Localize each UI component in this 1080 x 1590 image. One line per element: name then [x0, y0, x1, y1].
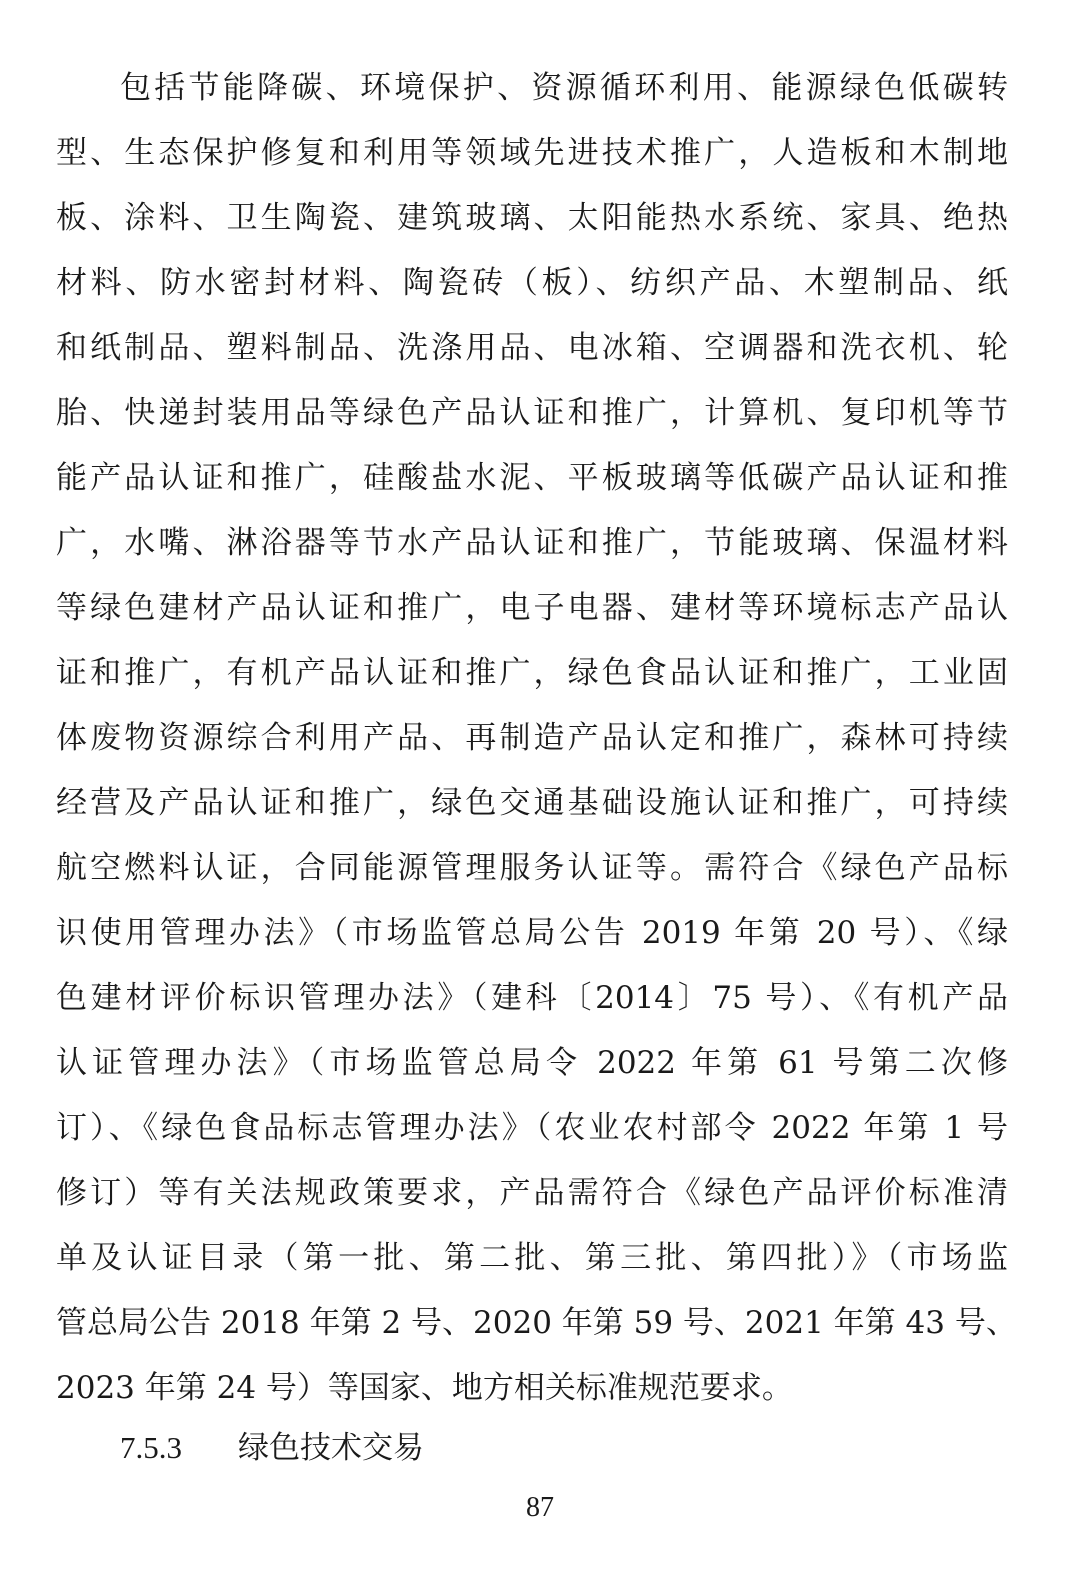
body-text-line-9: 等绿色建材产品认证和推广，电子电器、建材等环境标志产品认 [56, 590, 1008, 626]
body-text-line-3: 板、涂料、卫生陶瓷、建筑玻璃、太阳能热水系统、家具、绝热 [56, 200, 1008, 236]
body-text-line-8: 广，水嘴、淋浴器等节水产品认证和推广，节能玻璃、保温材料 [56, 525, 1008, 561]
body-text-line-17: 订）、《绿色食品标志管理办法》（农业农村部令 2022 年第 1 号 [56, 1110, 1008, 1146]
body-text-line-11: 体废物资源综合利用产品、再制造产品认定和推广，森林可持续 [56, 720, 1008, 756]
body-text-line-16: 认证管理办法》（市场监管总局令 2022 年第 61 号第二次修 [56, 1045, 1008, 1081]
body-text-line-21: 2023 年第 24 号）等国家、地方相关标准规范要求。 [56, 1370, 793, 1406]
body-text-line-20: 管总局公告 2018 年第 2 号、2020 年第 59 号、2021 年第 43 号、 [56, 1305, 1017, 1341]
body-text-line-14: 识使用管理办法》（市场监管总局公告 2019 年第 20 号）、《绿 [56, 915, 1008, 951]
body-text-line-12: 经营及产品认证和推广，绿色交通基础设施认证和推广，可持续 [56, 785, 1008, 821]
body-text-line-2: 型、生态保护修复和利用等领域先进技术推广，人造板和木制地 [56, 135, 1008, 171]
body-text-line-4: 材料、防水密封材料、陶瓷砖（板）、纺织产品、木塑制品、纸 [56, 265, 1008, 301]
body-text-line-19: 单及认证目录（第一批、第二批、第三批、第四批）》（市场监 [56, 1240, 1008, 1276]
body-text-line-7: 能产品认证和推广，硅酸盐水泥、平板玻璃等低碳产品认证和推 [56, 460, 1008, 496]
body-text-line-18: 修订）等有关法规政策要求，产品需符合《绿色产品评价标准清 [56, 1175, 1008, 1211]
body-text-line-5: 和纸制品、塑料制品、洗涤用品、电冰箱、空调器和洗衣机、轮 [56, 330, 1008, 366]
body-text-line-1: 包括节能降碳、环境保护、资源循环利用、能源绿色低碳转 [120, 70, 1008, 106]
page-number: 87 [526, 1492, 554, 1523]
section-title: 绿色技术交易 [238, 1430, 424, 1466]
body-text-line-13: 航空燃料认证，合同能源管理服务认证等。需符合《绿色产品标 [56, 850, 1008, 886]
section-heading [120, 1428, 424, 1468]
section-number: 7.5.3 [120, 1430, 182, 1465]
body-text-line-6: 胎、快递封装用品等绿色产品认证和推广，计算机、复印机等节 [56, 395, 1008, 431]
body-text-line-15: 色建材评价标识管理办法》（建科〔2014〕75 号）、《有机产品 [56, 980, 1008, 1016]
body-text-line-10: 证和推广，有机产品认证和推广，绿色食品认证和推广，工业固 [56, 655, 1008, 691]
